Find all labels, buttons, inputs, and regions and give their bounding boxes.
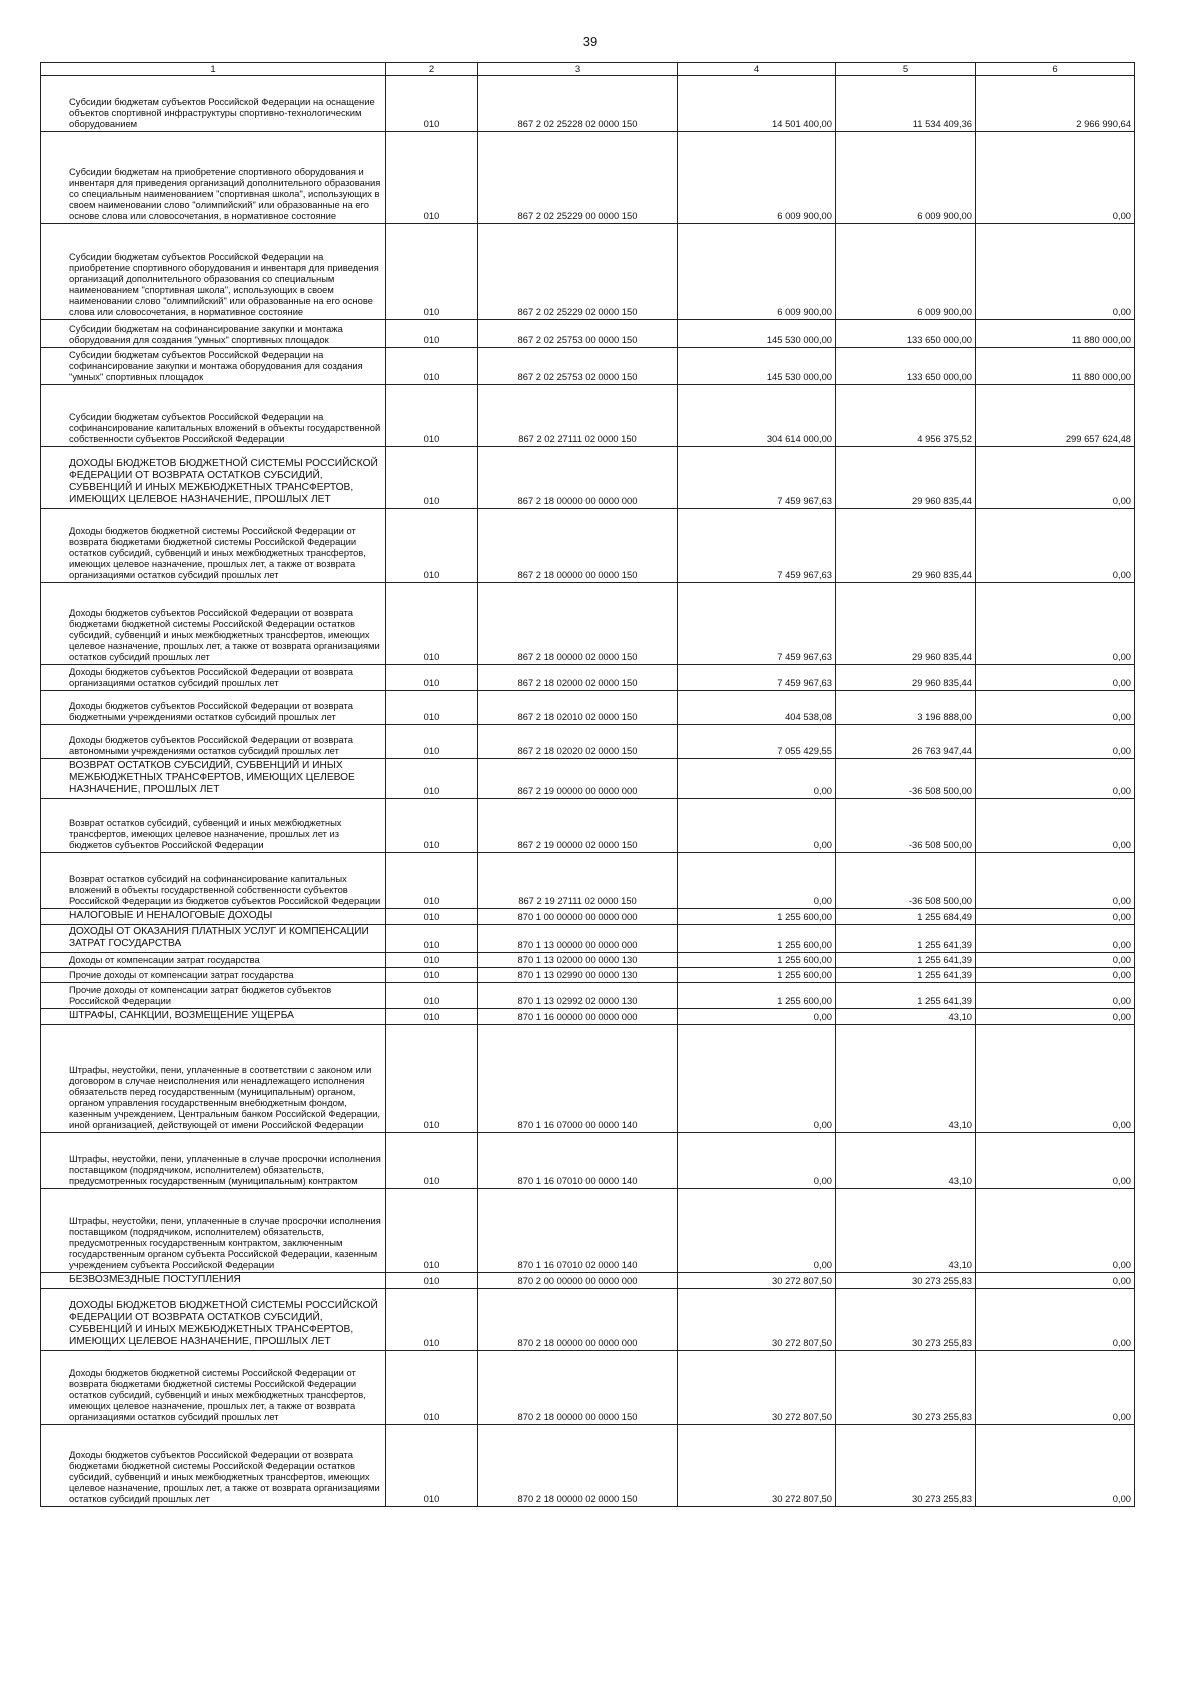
row-kbk-cell: 867 2 18 02010 02 0000 150	[478, 691, 678, 725]
row-kbk-cell: 870 1 13 02992 02 0000 130	[478, 983, 678, 1009]
row-value-col5-cell: -36 508 500,00	[836, 853, 976, 909]
row-kbk-cell: 870 1 13 02990 00 0000 130	[478, 968, 678, 983]
row-value-col4-cell: 145 530 000,00	[678, 320, 836, 348]
table-row	[41, 925, 1135, 953]
row-value-col6-cell: 299 657 624,48	[976, 385, 1135, 447]
row-kbk-cell: 870 1 00 00000 00 0000 000	[478, 909, 678, 925]
row-name-cell: НАЛОГОВЫЕ И НЕНАЛОГОВЫЕ ДОХОДЫ	[41, 909, 386, 925]
row-value-col5-cell: 133 650 000,00	[836, 320, 976, 348]
row-value-col6-cell: 0,00	[976, 968, 1135, 983]
row-value-col6-cell: 0,00	[976, 665, 1135, 691]
col-header-6: 6	[976, 63, 1135, 76]
row-value-col4-cell: 30 272 807,50	[678, 1289, 836, 1351]
row-value-col4-cell: 6 009 900,00	[678, 224, 836, 320]
row-value-col4-cell: 0,00	[678, 853, 836, 909]
table-row	[41, 799, 1135, 853]
row-name-cell: ДОХОДЫ БЮДЖЕТОВ БЮДЖЕТНОЙ СИСТЕМЫ РОССИЙСКОЙ ФЕДЕРАЦИИ ОТ ВОЗВРАТА ОСТАТКОВ СУБСИДИЙ, СУБВЕНЦИЙ И ИНЫХ МЕЖБЮДЖЕТНЫХ ТРАНСФЕРТОВ, ИМЕЮЩИХ ЦЕЛЕВОЕ НАЗНАЧЕНИЕ, ПРОШЛЫХ ЛЕТ	[41, 1289, 386, 1351]
row-value-col6-cell: 0,00	[976, 909, 1135, 925]
row-value-col4-cell: 304 614 000,00	[678, 385, 836, 447]
row-name-cell: БЕЗВОЗМЕЗДНЫЕ ПОСТУПЛЕНИЯ	[41, 1273, 386, 1289]
row-value-col6-cell: 0,00	[976, 1351, 1135, 1425]
row-name-cell: Доходы бюджетов субъектов Российской Федерации от возврата автономными учреждениями остатков субсидий прошлых лет	[41, 725, 386, 759]
row-value-col4-cell: 0,00	[678, 759, 836, 799]
table-row	[41, 1273, 1135, 1289]
row-value-col5-cell: 26 763 947,44	[836, 725, 976, 759]
row-name-cell: Возврат остатков субсидий, субвенций и иных межбюджетных трансфертов, имеющих целевое назначение, прошлых лет из бюджетов субъектов Российской Федерации	[41, 799, 386, 853]
table-row	[41, 1025, 1135, 1133]
table-row	[41, 1189, 1135, 1273]
row-name-cell: ВОЗВРАТ ОСТАТКОВ СУБСИДИЙ, СУБВЕНЦИЙ И ИНЫХ МЕЖБЮДЖЕТНЫХ ТРАНСФЕРТОВ, ИМЕЮЩИХ ЦЕЛЕВОЕ НАЗНАЧЕНИЕ, ПРОШЛЫХ ЛЕТ	[41, 759, 386, 799]
row-code-cell: 010	[386, 76, 478, 132]
row-value-col4-cell: 0,00	[678, 1025, 836, 1133]
row-code-cell: 010	[386, 132, 478, 224]
row-value-col5-cell: 30 273 255,83	[836, 1351, 976, 1425]
table-row	[41, 909, 1135, 925]
row-code-cell: 010	[386, 1133, 478, 1189]
row-name-cell: Прочие доходы от компенсации затрат государства	[41, 968, 386, 983]
row-value-col5-cell: 1 255 641,39	[836, 983, 976, 1009]
row-code-cell: 010	[386, 691, 478, 725]
col-header-5: 5	[836, 63, 976, 76]
row-name-cell: Доходы бюджетов субъектов Российской Федерации от возврата организациями остатков субсидий прошлых лет	[41, 665, 386, 691]
row-value-col5-cell: -36 508 500,00	[836, 759, 976, 799]
row-code-cell: 010	[386, 759, 478, 799]
row-kbk-cell: 867 2 02 25228 02 0000 150	[478, 76, 678, 132]
row-value-col5-cell: 6 009 900,00	[836, 132, 976, 224]
row-value-col5-cell: 1 255 684,49	[836, 909, 976, 925]
row-kbk-cell: 867 2 02 25753 00 0000 150	[478, 320, 678, 348]
row-kbk-cell: 870 1 13 02000 00 0000 130	[478, 953, 678, 968]
row-code-cell: 010	[386, 320, 478, 348]
row-value-col6-cell: 0,00	[976, 509, 1135, 583]
table-row	[41, 224, 1135, 320]
row-code-cell: 010	[386, 1425, 478, 1507]
row-value-col6-cell: 0,00	[976, 224, 1135, 320]
row-name-cell: Штрафы, неустойки, пени, уплаченные в соответствии с законом или договором в случае неисполнения или ненадлежащего исполнения обязательств перед государственным (муниципальным) органом, органом управления государственным внебюджетным фондом, казенным учреждением, Центральным банком Российской Федерации, иной организацией, действующей от имени Российской Федерации	[41, 1025, 386, 1133]
row-code-cell: 010	[386, 1351, 478, 1425]
row-code-cell: 010	[386, 224, 478, 320]
row-value-col6-cell: 0,00	[976, 691, 1135, 725]
col-header-1: 1	[41, 63, 386, 76]
row-name-cell: Доходы бюджетов субъектов Российской Федерации от возврата бюджетами бюджетной системы Российской Федерации остатков субсидий, субвенций и иных межбюджетных трансфертов, имеющих целевое назначение, прошлых лет, а также от возврата организациями остатков субсидий прошлых лет	[41, 1425, 386, 1507]
row-kbk-cell: 867 2 18 00000 00 0000 150	[478, 509, 678, 583]
row-value-col5-cell: 4 956 375,52	[836, 385, 976, 447]
row-name-cell: Субсидии бюджетам субъектов Российской Федерации на софинансирование закупки и монтажа оборудования для создания "умных" спортивных площадок	[41, 348, 386, 385]
table-row	[41, 76, 1135, 132]
row-value-col4-cell: 7 459 967,63	[678, 665, 836, 691]
row-code-cell: 010	[386, 909, 478, 925]
row-name-cell: Субсидии бюджетам субъектов Российской Федерации на оснащение объектов спортивной инфраструктуры спортивно-технологическим оборудованием	[41, 76, 386, 132]
table-row	[41, 759, 1135, 799]
row-value-col5-cell: 43,10	[836, 1009, 976, 1025]
row-name-cell: Субсидии бюджетам на приобретение спортивного оборудования и инвентаря для приведения организаций дополнительного образования со специальным наименованием "спортивная школа", использующих в своем наименовании слово "олимпийский" или образованные на его основе слова или словосочетания, в нормативное состояние	[41, 132, 386, 224]
row-value-col4-cell: 1 255 600,00	[678, 925, 836, 953]
row-kbk-cell: 870 2 18 00000 02 0000 150	[478, 1425, 678, 1507]
row-value-col5-cell: 43,10	[836, 1189, 976, 1273]
row-code-cell: 010	[386, 853, 478, 909]
row-name-cell: Доходы бюджетов бюджетной системы Российской Федерации от возврата бюджетами бюджетной системы Российской Федерации остатков субсидий, субвенций и иных межбюджетных трансфертов, имеющих целевое назначение, прошлых лет, а также от возврата организациями остатков субсидий прошлых лет	[41, 509, 386, 583]
row-value-col4-cell: 0,00	[678, 1189, 836, 1273]
row-value-col6-cell: 0,00	[976, 983, 1135, 1009]
table-row	[41, 1425, 1135, 1507]
row-value-col4-cell: 1 255 600,00	[678, 953, 836, 968]
col-header-3: 3	[478, 63, 678, 76]
row-value-col4-cell: 404 538,08	[678, 691, 836, 725]
row-value-col4-cell: 30 272 807,50	[678, 1425, 836, 1507]
row-value-col4-cell: 30 272 807,50	[678, 1351, 836, 1425]
row-value-col4-cell: 1 255 600,00	[678, 983, 836, 1009]
row-value-col6-cell: 11 880 000,00	[976, 320, 1135, 348]
row-value-col6-cell: 0,00	[976, 1025, 1135, 1133]
row-value-col6-cell: 0,00	[976, 1189, 1135, 1273]
table-row	[41, 1351, 1135, 1425]
row-value-col6-cell: 0,00	[976, 725, 1135, 759]
row-kbk-cell: 867 2 02 27111 02 0000 150	[478, 385, 678, 447]
row-name-cell: ДОХОДЫ ОТ ОКАЗАНИЯ ПЛАТНЫХ УСЛУГ И КОМПЕНСАЦИИ ЗАТРАТ ГОСУДАРСТВА	[41, 925, 386, 953]
row-name-cell: Штрафы, неустойки, пени, уплаченные в случае просрочки исполнения поставщиком (подрядчиком, исполнителем) обязательств, предусмотренных государственным контрактом, заключенным государственным органом субъекта Российской Федерации, казенным учреждением субъекта Российской Федерации	[41, 1189, 386, 1273]
table-row	[41, 509, 1135, 583]
row-value-col4-cell: 145 530 000,00	[678, 348, 836, 385]
row-name-cell: ДОХОДЫ БЮДЖЕТОВ БЮДЖЕТНОЙ СИСТЕМЫ РОССИЙСКОЙ ФЕДЕРАЦИИ ОТ ВОЗВРАТА ОСТАТКОВ СУБСИДИЙ, СУБВЕНЦИЙ И ИНЫХ МЕЖБЮДЖЕТНЫХ ТРАНСФЕРТОВ, ИМЕЮЩИХ ЦЕЛЕВОЕ НАЗНАЧЕНИЕ, ПРОШЛЫХ ЛЕТ	[41, 447, 386, 509]
row-code-cell: 010	[386, 1189, 478, 1273]
row-kbk-cell: 870 2 00 00000 00 0000 000	[478, 1273, 678, 1289]
row-kbk-cell: 870 1 16 07010 02 0000 140	[478, 1189, 678, 1273]
row-kbk-cell: 870 1 16 07000 00 0000 140	[478, 1025, 678, 1133]
row-code-cell: 010	[386, 1273, 478, 1289]
row-value-col5-cell: 1 255 641,39	[836, 925, 976, 953]
table-row	[41, 968, 1135, 983]
row-value-col4-cell: 0,00	[678, 1009, 836, 1025]
row-name-cell: Доходы от компенсации затрат государства	[41, 953, 386, 968]
row-code-cell: 010	[386, 665, 478, 691]
row-value-col5-cell: 29 960 835,44	[836, 583, 976, 665]
row-name-cell: Доходы бюджетов бюджетной системы Российской Федерации от возврата бюджетами бюджетной системы Российской Федерации остатков субсидий, субвенций и иных межбюджетных трансфертов, имеющих целевое назначение, прошлых лет, а также от возврата организациями остатков субсидий прошлых лет	[41, 1351, 386, 1425]
row-value-col6-cell: 0,00	[976, 925, 1135, 953]
row-value-col5-cell: 30 273 255,83	[836, 1289, 976, 1351]
row-code-cell: 010	[386, 348, 478, 385]
row-name-cell: Возврат остатков субсидий на софинансирование капитальных вложений в объекты государственной собственности субъектов Российской Федерации из бюджетов субъектов Российской Федерации	[41, 853, 386, 909]
row-kbk-cell: 867 2 19 00000 02 0000 150	[478, 799, 678, 853]
table-row	[41, 691, 1135, 725]
row-kbk-cell: 870 2 18 00000 00 0000 000	[478, 1289, 678, 1351]
row-code-cell: 010	[386, 1009, 478, 1025]
row-kbk-cell: 867 2 18 02000 02 0000 150	[478, 665, 678, 691]
row-kbk-cell: 870 1 16 00000 00 0000 000	[478, 1009, 678, 1025]
row-value-col4-cell: 0,00	[678, 1133, 836, 1189]
table-row	[41, 665, 1135, 691]
row-code-cell: 010	[386, 925, 478, 953]
row-kbk-cell: 870 2 18 00000 00 0000 150	[478, 1351, 678, 1425]
row-code-cell: 010	[386, 583, 478, 665]
row-code-cell: 010	[386, 385, 478, 447]
row-name-cell: Штрафы, неустойки, пени, уплаченные в случае просрочки исполнения поставщиком (подрядчиком, исполнителем) обязательств, предусмотренных государственным (муниципальным) контрактом	[41, 1133, 386, 1189]
table-row	[41, 953, 1135, 968]
row-kbk-cell: 867 2 19 00000 00 0000 000	[478, 759, 678, 799]
table-row	[41, 1009, 1135, 1025]
row-value-col5-cell: 30 273 255,83	[836, 1273, 976, 1289]
row-value-col4-cell: 1 255 600,00	[678, 968, 836, 983]
row-code-cell: 010	[386, 509, 478, 583]
row-value-col6-cell: 0,00	[976, 583, 1135, 665]
table-row	[41, 725, 1135, 759]
row-code-cell: 010	[386, 953, 478, 968]
row-code-cell: 010	[386, 983, 478, 1009]
row-value-col6-cell: 0,00	[976, 1133, 1135, 1189]
row-kbk-cell: 867 2 18 00000 02 0000 150	[478, 583, 678, 665]
row-kbk-cell: 867 2 02 25753 02 0000 150	[478, 348, 678, 385]
row-value-col4-cell: 7 055 429,55	[678, 725, 836, 759]
row-value-col6-cell: 0,00	[976, 1289, 1135, 1351]
row-value-col4-cell: 6 009 900,00	[678, 132, 836, 224]
row-value-col5-cell: 11 534 409,36	[836, 76, 976, 132]
row-value-col6-cell: 0,00	[976, 759, 1135, 799]
row-value-col6-cell: 0,00	[976, 799, 1135, 853]
row-value-col5-cell: 3 196 888,00	[836, 691, 976, 725]
row-value-col6-cell: 0,00	[976, 1425, 1135, 1507]
row-value-col4-cell: 14 501 400,00	[678, 76, 836, 132]
row-value-col6-cell: 0,00	[976, 853, 1135, 909]
row-value-col6-cell: 0,00	[976, 132, 1135, 224]
table-row	[41, 1289, 1135, 1351]
table-row	[41, 320, 1135, 348]
row-name-cell: ШТРАФЫ, САНКЦИИ, ВОЗМЕЩЕНИЕ УЩЕРБА	[41, 1009, 386, 1025]
revenue-table	[40, 62, 1135, 1507]
page-number: 39	[582, 34, 598, 49]
row-value-col5-cell: 6 009 900,00	[836, 224, 976, 320]
row-code-cell: 010	[386, 725, 478, 759]
row-kbk-cell: 867 2 18 00000 00 0000 000	[478, 447, 678, 509]
row-value-col5-cell: 29 960 835,44	[836, 665, 976, 691]
row-name-cell: Субсидии бюджетам субъектов Российской Федерации на софинансирование капитальных вложений в объекты государственной собственности субъектов Российской Федерации	[41, 385, 386, 447]
row-kbk-cell: 870 1 16 07010 00 0000 140	[478, 1133, 678, 1189]
row-code-cell: 010	[386, 1289, 478, 1351]
col-header-2: 2	[386, 63, 478, 76]
row-value-col4-cell: 7 459 967,63	[678, 509, 836, 583]
row-code-cell: 010	[386, 968, 478, 983]
row-name-cell: Доходы бюджетов субъектов Российской Федерации от возврата бюджетами бюджетной системы Российской Федерации остатков субсидий, субвенций и иных межбюджетных трансфертов, имеющих целевое назначение, прошлых лет, а также от возврата организациями остатков субсидий прошлых лет	[41, 583, 386, 665]
table-row	[41, 983, 1135, 1009]
row-value-col5-cell: 1 255 641,39	[836, 953, 976, 968]
row-code-cell: 010	[386, 799, 478, 853]
row-value-col6-cell: 0,00	[976, 1009, 1135, 1025]
row-code-cell: 010	[386, 1025, 478, 1133]
table-row	[41, 583, 1135, 665]
row-value-col5-cell: 29 960 835,44	[836, 509, 976, 583]
row-value-col5-cell: 43,10	[836, 1133, 976, 1189]
row-value-col5-cell: 133 650 000,00	[836, 348, 976, 385]
row-code-cell: 010	[386, 447, 478, 509]
row-value-col6-cell: 0,00	[976, 447, 1135, 509]
table-row	[41, 1133, 1135, 1189]
row-value-col6-cell: 11 880 000,00	[976, 348, 1135, 385]
header-row	[41, 63, 1135, 76]
row-kbk-cell: 867 2 19 27111 02 0000 150	[478, 853, 678, 909]
row-value-col6-cell: 0,00	[976, 1273, 1135, 1289]
table-row	[41, 853, 1135, 909]
row-kbk-cell: 867 2 18 02020 02 0000 150	[478, 725, 678, 759]
row-value-col5-cell: 43,10	[836, 1025, 976, 1133]
row-kbk-cell: 867 2 02 25229 00 0000 150	[478, 132, 678, 224]
row-value-col4-cell: 7 459 967,63	[678, 447, 836, 509]
row-value-col4-cell: 0,00	[678, 799, 836, 853]
row-value-col6-cell: 0,00	[976, 953, 1135, 968]
table-row	[41, 385, 1135, 447]
table-row	[41, 132, 1135, 224]
row-name-cell: Прочие доходы от компенсации затрат бюджетов субъектов Российской Федерации	[41, 983, 386, 1009]
table-row	[41, 348, 1135, 385]
table-row	[41, 447, 1135, 509]
row-value-col5-cell: 1 255 641,39	[836, 968, 976, 983]
row-value-col4-cell: 30 272 807,50	[678, 1273, 836, 1289]
row-name-cell: Субсидии бюджетам субъектов Российской Федерации на приобретение спортивного оборудования и инвентаря для приведения организаций дополнительного образования со специальным наименованием "спортивная школа", использующих в своем наименовании слово "олимпийский" или образованные на его основе слова или словосочетания, в нормативное состояние	[41, 224, 386, 320]
row-kbk-cell: 870 1 13 00000 00 0000 000	[478, 925, 678, 953]
row-name-cell: Доходы бюджетов субъектов Российской Федерации от возврата бюджетными учреждениями остатков субсидий прошлых лет	[41, 691, 386, 725]
row-value-col5-cell: -36 508 500,00	[836, 799, 976, 853]
row-value-col5-cell: 29 960 835,44	[836, 447, 976, 509]
row-value-col4-cell: 7 459 967,63	[678, 583, 836, 665]
row-kbk-cell: 867 2 02 25229 02 0000 150	[478, 224, 678, 320]
row-value-col6-cell: 2 966 990,64	[976, 76, 1135, 132]
row-value-col4-cell: 1 255 600,00	[678, 909, 836, 925]
row-value-col5-cell: 30 273 255,83	[836, 1425, 976, 1507]
row-name-cell: Субсидии бюджетам на софинансирование закупки и монтажа оборудования для создания "умных" спортивных площадок	[41, 320, 386, 348]
col-header-4: 4	[678, 63, 836, 76]
